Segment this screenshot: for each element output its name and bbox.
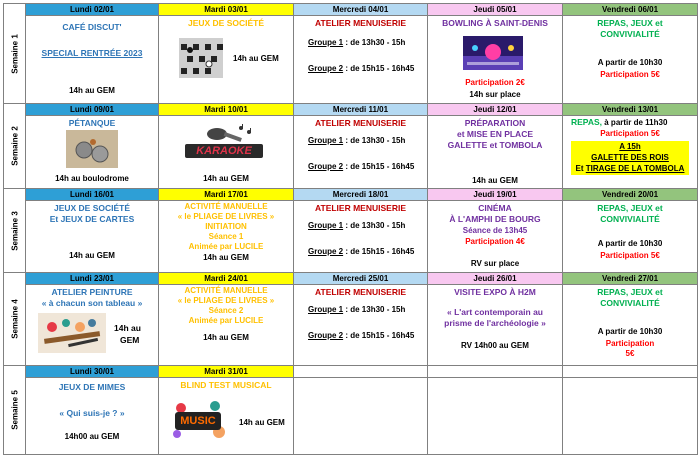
activity-time: A partir de 10h30 bbox=[597, 239, 663, 248]
participation-price: Participation 5€ bbox=[600, 70, 660, 79]
empty-header bbox=[563, 366, 698, 378]
week-label-cell bbox=[4, 4, 26, 104]
day-header: Lundi 30/01 bbox=[26, 366, 159, 378]
activity-time: 14h au bbox=[114, 323, 141, 333]
participation-price: 5€ bbox=[625, 349, 635, 358]
group-time: : de 13h30 - 15h bbox=[343, 305, 406, 314]
group-label: Groupe 1 bbox=[308, 305, 344, 314]
day-cell-mardi bbox=[159, 285, 294, 366]
group-time: : de 13h30 - 15h bbox=[343, 221, 406, 230]
activity-subtitle: et MISE EN PLACE bbox=[456, 129, 534, 139]
week-label-cell bbox=[4, 366, 26, 455]
day-header: Mercredi 25/01 bbox=[294, 273, 428, 285]
meeting-point: RV 14h00 au GEM bbox=[461, 341, 529, 350]
week-label-cell bbox=[4, 273, 26, 366]
empty-cell bbox=[428, 378, 563, 455]
activity-title: BOWLING À SAINT-DENIS bbox=[442, 18, 548, 28]
day-cell-lundi bbox=[26, 285, 159, 366]
day-cell-vendredi bbox=[563, 285, 698, 366]
board-game-image bbox=[179, 38, 223, 78]
group-time: : de 15h15 - 16h45 bbox=[343, 64, 415, 73]
day-header: Lundi 16/01 bbox=[26, 189, 159, 201]
day-cell-lundi bbox=[26, 116, 159, 189]
day-header: Mercredi 04/01 bbox=[294, 4, 428, 16]
day-header: Mardi 17/01 bbox=[159, 189, 294, 201]
day-cell-mardi bbox=[159, 201, 294, 273]
day-header: Vendredi 06/01 bbox=[563, 4, 698, 16]
activity-time: 14h au GEM bbox=[203, 253, 249, 262]
day-header: Jeudi 26/01 bbox=[428, 273, 563, 285]
day-cell-jeudi bbox=[428, 285, 563, 366]
participation-price: Participation 4€ bbox=[465, 237, 525, 246]
day-header: Jeudi 12/01 bbox=[428, 104, 563, 116]
day-cell-vendredi bbox=[563, 16, 698, 104]
participation-price: Participation 5€ bbox=[600, 251, 660, 260]
activity-title: ACTIVITÉ MANUELLE bbox=[184, 202, 268, 211]
group-label: Groupe 2 bbox=[308, 162, 344, 171]
day-header: Jeudi 05/01 bbox=[428, 4, 563, 16]
karaoke-image bbox=[181, 122, 267, 162]
day-cell-jeudi bbox=[428, 16, 563, 104]
activity-title: REPAS, bbox=[571, 117, 603, 127]
event-time: A 15h bbox=[619, 142, 641, 151]
activity-title: PÉTANQUE bbox=[68, 118, 116, 128]
day-header: Mercredi 11/01 bbox=[294, 104, 428, 116]
activity-title: ACTIVITÉ MANUELLE bbox=[184, 286, 268, 295]
group-label: Groupe 2 bbox=[308, 331, 344, 340]
day-cell-vendredi bbox=[563, 201, 698, 273]
empty-cell bbox=[563, 378, 698, 455]
galette-highlight bbox=[571, 141, 689, 175]
activity-title: BLIND TEST MUSICAL bbox=[180, 380, 272, 390]
group-label: Groupe 1 bbox=[308, 38, 344, 47]
activity-time: 14h au GEM bbox=[203, 333, 249, 342]
activity-subtitle: « Qui suis-je ? » bbox=[59, 408, 125, 418]
empty-cell bbox=[294, 378, 428, 455]
activity-title: ATELIER MENUISERIE bbox=[315, 18, 406, 28]
activity-time: A partir de 10h30 bbox=[597, 327, 663, 336]
activity-session: Séance 2 bbox=[208, 306, 244, 315]
music-image bbox=[169, 398, 227, 442]
activity-subtitle: prisme de l'archéologie » bbox=[444, 318, 546, 328]
activity-title: CINÉMA bbox=[478, 203, 512, 213]
activity-title: REPAS, JEUX et bbox=[597, 18, 663, 28]
day-cell-lundi bbox=[26, 16, 159, 104]
group-label: Groupe 1 bbox=[308, 136, 344, 145]
participation-price: Participation 5€ bbox=[600, 129, 660, 138]
activity-time: à partir de 11h30 bbox=[602, 118, 668, 127]
activity-subtitle: « L'art contemporain au bbox=[446, 307, 543, 317]
group-time: : de 15h15 - 16h45 bbox=[343, 162, 415, 171]
group-time: : de 15h15 - 16h45 bbox=[343, 247, 415, 256]
activity-host: Animée par LUCILE bbox=[188, 316, 264, 325]
group-label: Groupe 2 bbox=[308, 247, 344, 256]
calendar-table bbox=[3, 3, 698, 455]
empty-header bbox=[294, 366, 428, 378]
activity-title: PRÉPARATION bbox=[464, 118, 526, 128]
activity-session: Séance 1 bbox=[208, 232, 244, 241]
activity-time: 14h au GEM bbox=[472, 176, 518, 185]
painting-image bbox=[38, 313, 106, 353]
day-header: Mardi 31/01 bbox=[159, 366, 294, 378]
day-header: Vendredi 27/01 bbox=[563, 273, 698, 285]
day-header: Mardi 03/01 bbox=[159, 4, 294, 16]
day-cell-mardi bbox=[159, 116, 294, 189]
meeting-point: RV sur place bbox=[470, 259, 520, 268]
activity-title: REPAS, JEUX et bbox=[597, 287, 663, 297]
activity-time: 14h au GEM bbox=[239, 418, 285, 427]
day-cell-mardi bbox=[159, 16, 294, 104]
activity-time: 14h sur place bbox=[469, 90, 521, 99]
activity-subtitle: GALETTE et TOMBOLA bbox=[447, 140, 543, 150]
week-label-cell bbox=[4, 104, 26, 189]
group-time: : de 13h30 - 15h bbox=[343, 38, 406, 47]
day-header: Lundi 23/01 bbox=[26, 273, 159, 285]
activity-title: CAFÉ DISCUT' bbox=[62, 22, 122, 32]
bowling-image bbox=[463, 36, 523, 70]
day-cell-lundi bbox=[26, 201, 159, 273]
day-header: Mardi 10/01 bbox=[159, 104, 294, 116]
day-header: Vendredi 20/01 bbox=[563, 189, 698, 201]
activity-time: Séance de 13h45 bbox=[462, 226, 528, 235]
activity-subtitle: « à chacun son tableau » bbox=[41, 298, 143, 308]
activity-subtitle: CONVIVIALITÉ bbox=[600, 29, 660, 39]
participation-price: Participation 2€ bbox=[465, 78, 525, 87]
activity-time: A partir de 10h30 bbox=[597, 58, 663, 67]
group-time: : de 13h30 - 15h bbox=[343, 136, 406, 145]
activity-time: 14h au GEM bbox=[69, 86, 115, 95]
week-label-cell bbox=[4, 189, 26, 273]
day-cell-mercredi bbox=[294, 201, 428, 273]
day-cell-vendredi bbox=[563, 116, 698, 189]
group-label: Groupe 1 bbox=[308, 221, 344, 230]
petanque-image bbox=[66, 130, 118, 168]
activity-subtitle: À L'AMPHI DE BOURG bbox=[449, 214, 541, 224]
week-label: Semaine 4 bbox=[10, 299, 19, 339]
day-cell-jeudi bbox=[428, 116, 563, 189]
activity-title: JEUX DE MIMES bbox=[58, 382, 126, 392]
day-header: Lundi 09/01 bbox=[26, 104, 159, 116]
activity-title: ATELIER MENUISERIE bbox=[315, 118, 406, 128]
participation-label: Participation bbox=[605, 339, 655, 348]
activity-title: ATELIER MENUISERIE bbox=[315, 287, 406, 297]
day-cell-lundi bbox=[26, 378, 159, 455]
activity-time: 14h au boulodrome bbox=[55, 174, 129, 183]
day-cell-mercredi bbox=[294, 116, 428, 189]
day-header: Vendredi 13/01 bbox=[563, 104, 698, 116]
event-connector: Et bbox=[575, 164, 586, 173]
group-time: : de 15h15 - 16h45 bbox=[343, 331, 415, 340]
day-header: Lundi 02/01 bbox=[26, 4, 159, 16]
activity-title: VISITE EXPO À H2M bbox=[454, 287, 536, 297]
activity-subtitle: « le PLIAGE DE LIVRES » bbox=[177, 212, 275, 221]
activity-title: ATELIER PEINTURE bbox=[51, 287, 133, 297]
day-header: Jeudi 19/01 bbox=[428, 189, 563, 201]
group-label: Groupe 2 bbox=[308, 64, 344, 73]
activity-time: 14h au GEM bbox=[233, 54, 279, 63]
day-cell-mercredi bbox=[294, 16, 428, 104]
week-label: Semaine 2 bbox=[10, 126, 19, 166]
activity-time: 14h au GEM bbox=[69, 251, 115, 260]
week-label: Semaine 3 bbox=[10, 210, 19, 251]
day-cell-jeudi bbox=[428, 201, 563, 273]
day-header: Mardi 24/01 bbox=[159, 273, 294, 285]
activity-time: 14h au GEM bbox=[203, 174, 249, 183]
activity-title: JEUX DE SOCIÉTÉ bbox=[187, 18, 265, 28]
week-label: Semaine 1 bbox=[10, 33, 19, 74]
activity-title: REPAS, JEUX et bbox=[597, 203, 663, 213]
activity-time: 14h00 au GEM bbox=[64, 432, 120, 441]
activity-subtitle: CONVIVIALITÉ bbox=[600, 214, 660, 224]
day-cell-mercredi bbox=[294, 285, 428, 366]
activity-subtitle: CONVIVIALITÉ bbox=[600, 298, 660, 308]
activity-subtitle: Et JEUX DE CARTES bbox=[49, 214, 135, 224]
activity-title: JEUX DE SOCIÉTÉ bbox=[53, 203, 131, 213]
day-header: Mercredi 18/01 bbox=[294, 189, 428, 201]
activity-subtitle: SPECIAL RENTRÉE 2023 bbox=[41, 48, 143, 58]
activity-place: GEM bbox=[120, 335, 140, 345]
music-label: MUSIC bbox=[180, 415, 216, 427]
event-subtitle: TIRAGE DE LA TOMBOLA bbox=[585, 164, 685, 173]
activity-host: Animée par LUCILE bbox=[188, 242, 264, 251]
activity-subtitle: « le PLIAGE DE LIVRES » bbox=[177, 296, 275, 305]
activity-title: ATELIER MENUISERIE bbox=[315, 203, 406, 213]
karaoke-label: KARAOKE bbox=[196, 145, 252, 157]
activity-level: INITIATION bbox=[205, 222, 247, 231]
day-cell-mardi bbox=[159, 378, 294, 455]
empty-header bbox=[428, 366, 563, 378]
event-title: GALETTE DES ROIS bbox=[591, 153, 669, 162]
week-label: Semaine 5 bbox=[10, 390, 19, 430]
